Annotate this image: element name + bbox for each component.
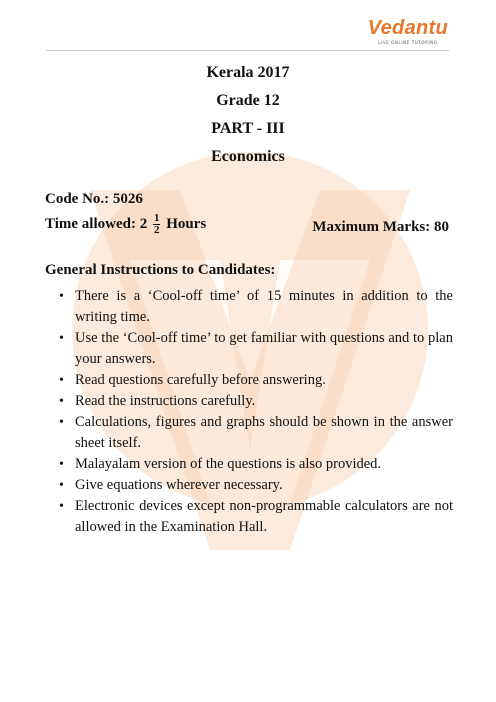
- logo-wordmark: Vedantu: [367, 17, 448, 39]
- time-fraction: [153, 213, 161, 236]
- instruction-item: • Calculations, figures and graphs should be shown in the answer sheet itself.: [45, 412, 453, 454]
- instruction-item: • Use the ‘Cool-off time’ to get familiar with questions and to plan your answers.: [45, 328, 453, 370]
- grade-title: Grade 12: [216, 92, 280, 109]
- instruction-item: • Malayalam version of the questions is also provided.: [45, 454, 453, 475]
- exam-board-title: Kerala 2017: [206, 64, 290, 81]
- instruction-item: • Give equations wherever necessary.: [45, 475, 453, 496]
- instruction-item: • There is a ‘Cool-off time’ of 15 minutes in addition to the writing time.: [45, 286, 453, 328]
- maximum-marks: Maximum Marks: 80: [312, 219, 449, 235]
- instruction-item: • Read questions carefully before answering.: [45, 370, 453, 391]
- logo-tagline: LIVE ONLINE TUTORING: [378, 40, 438, 45]
- fraction-denominator: 2: [153, 224, 160, 236]
- instruction-item: • Read the instructions carefully.: [45, 391, 453, 412]
- subject-title: Economics: [211, 148, 285, 165]
- time-allowed: [45, 213, 206, 236]
- fraction-numerator: 1: [153, 212, 160, 224]
- part-title: PART - III: [211, 120, 285, 137]
- instructions-title: General Instructions to Candidates:: [45, 262, 276, 278]
- code-number: Code No.: 5026: [45, 191, 143, 207]
- time-suffix: Hours: [166, 215, 207, 232]
- time-prefix: Time allowed: 2: [45, 215, 148, 232]
- instruction-item: • Electronic devices except non-programmable calculators are not allowed in the Examination Hall.: [45, 496, 453, 538]
- instructions-list: [45, 286, 453, 538]
- header-divider: [46, 50, 449, 51]
- vedantu-logo: [368, 18, 448, 45]
